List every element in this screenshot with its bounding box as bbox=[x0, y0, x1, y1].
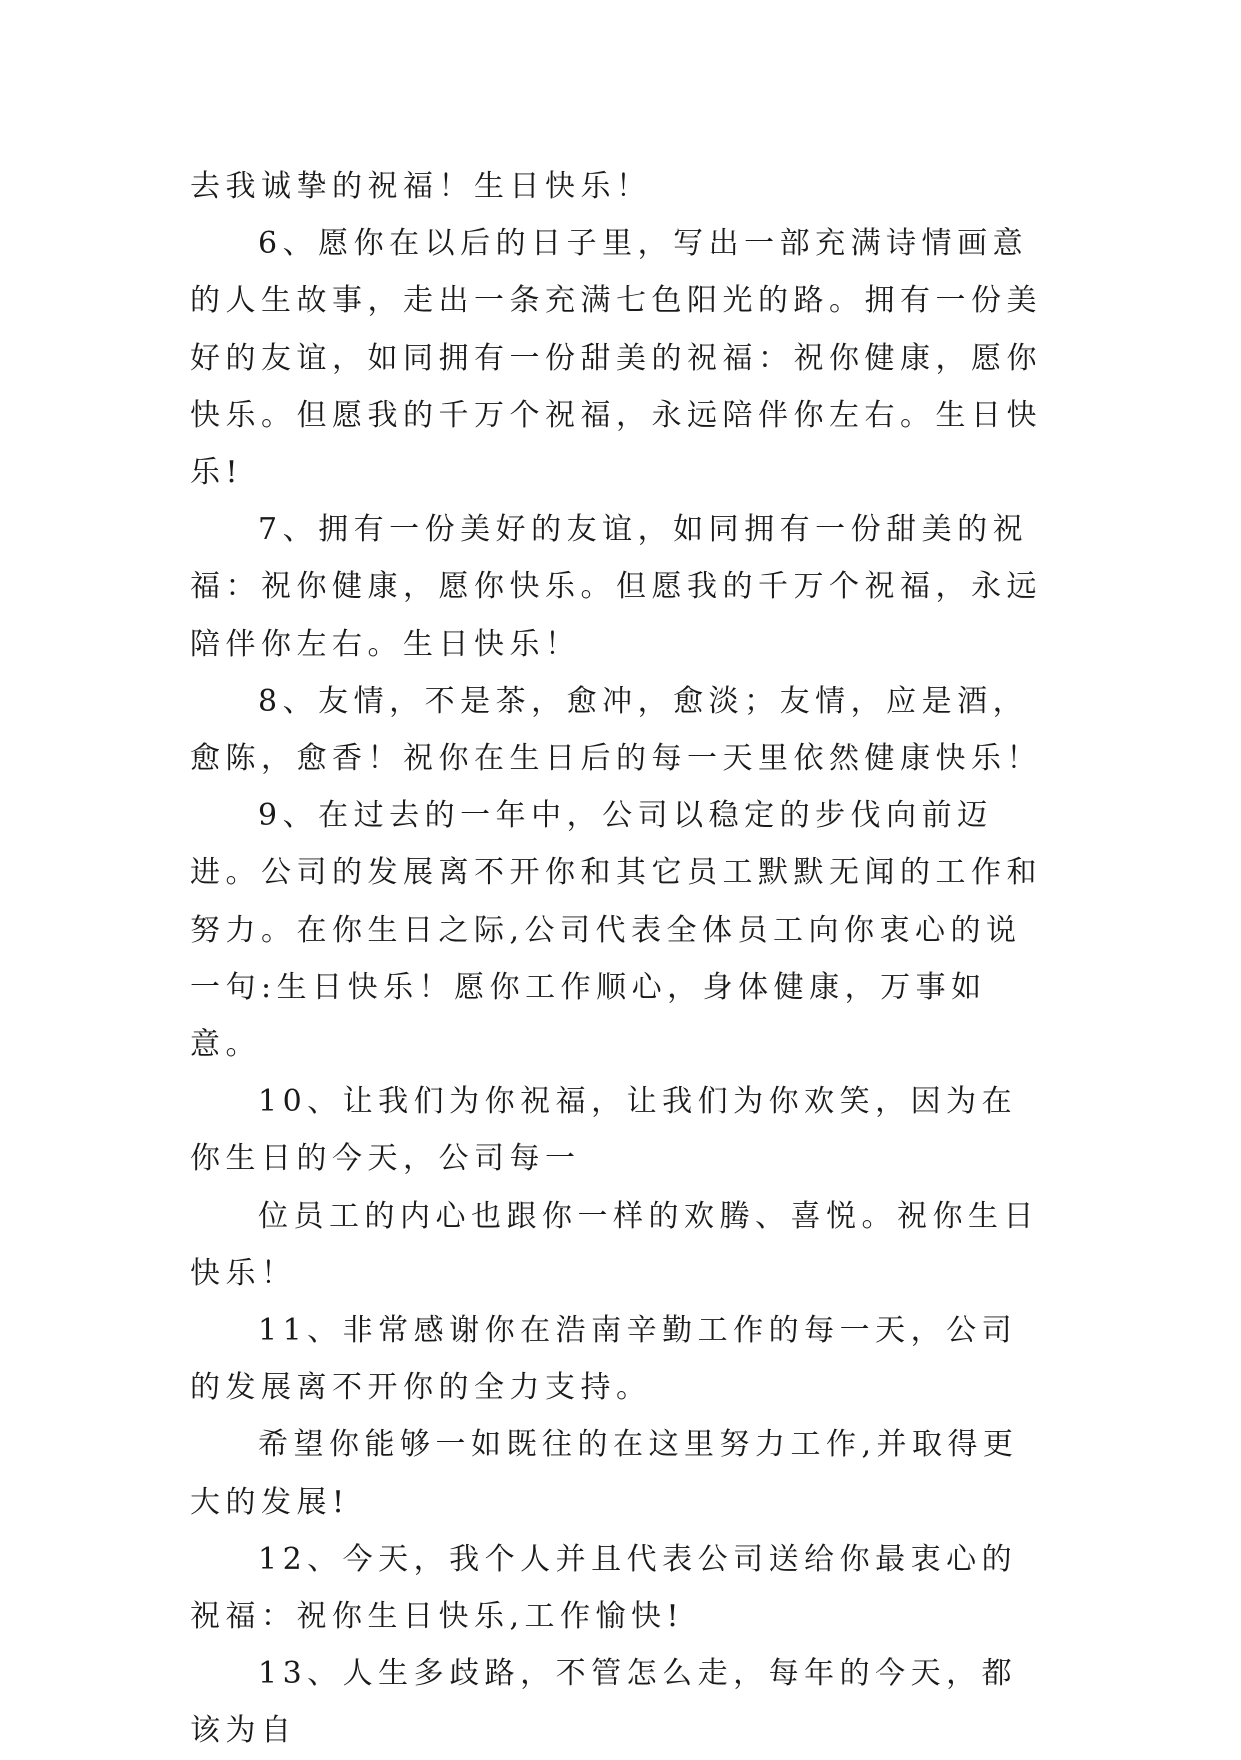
paragraph-7: 位员工的内心也跟你一样的欢腾、喜悦。祝你生日快乐！ bbox=[190, 1198, 1039, 1291]
paragraph-2: 6、愿你在以后的日子里，写出一部充满诗情画意的人生故事，走出一条充满七色阳光的路。拥有一份美好的友谊，如同拥有一份甜美的祝福：祝你健康，愿你快乐。但愿我的千万个祝福，永远陪伴你左右。生日快乐! bbox=[190, 226, 1042, 491]
paragraph-11: 13、人生多歧路，不管怎么走，每年的今天，都该为自 bbox=[190, 1656, 1018, 1749]
paragraph-5: 9、在过去的一年中，公司以稳定的步伐向前迈进。公司的发展离不开你和其它员工默默无闻的工作和努力。在你生日之际,公司代表全体员工向你衷心的说一句:生日快乐！愿你工作顺心，身体健康，万事如意。 bbox=[190, 798, 1042, 1063]
paragraph-6: 10、让我们为你祝福，让我们为你欢笑，因为在你生日的今天，公司每一 bbox=[190, 1084, 1018, 1177]
paragraph-3: 7、拥有一份美好的友谊，如同拥有一份甜美的祝福：祝你健康，愿你快乐。但愿我的千万个祝福，永远陪伴你左右。生日快乐！ bbox=[190, 512, 1042, 662]
paragraph-10: 12、今天，我个人并且代表公司送给你最衷心的祝福：祝你生日快乐,工作愉快! bbox=[190, 1541, 1018, 1635]
paragraph-9: 希望你能够一如既往的在这里努力工作,并取得更大的发展! bbox=[190, 1427, 1019, 1520]
paragraph-8: 11、非常感谢你在浩南辛勤工作的每一天，公司的发展离不开你的全力支持。 bbox=[190, 1313, 1018, 1406]
paragraph-1: 去我诚挚的祝福！生日快乐！ bbox=[190, 169, 652, 204]
document-body bbox=[190, 158, 1050, 1760]
paragraph-4: 8、友情，不是茶，愈冲，愈淡；友情，应是酒，愈陈，愈香！祝你在生日后的每一天里依然健康快乐！ bbox=[190, 683, 1042, 777]
